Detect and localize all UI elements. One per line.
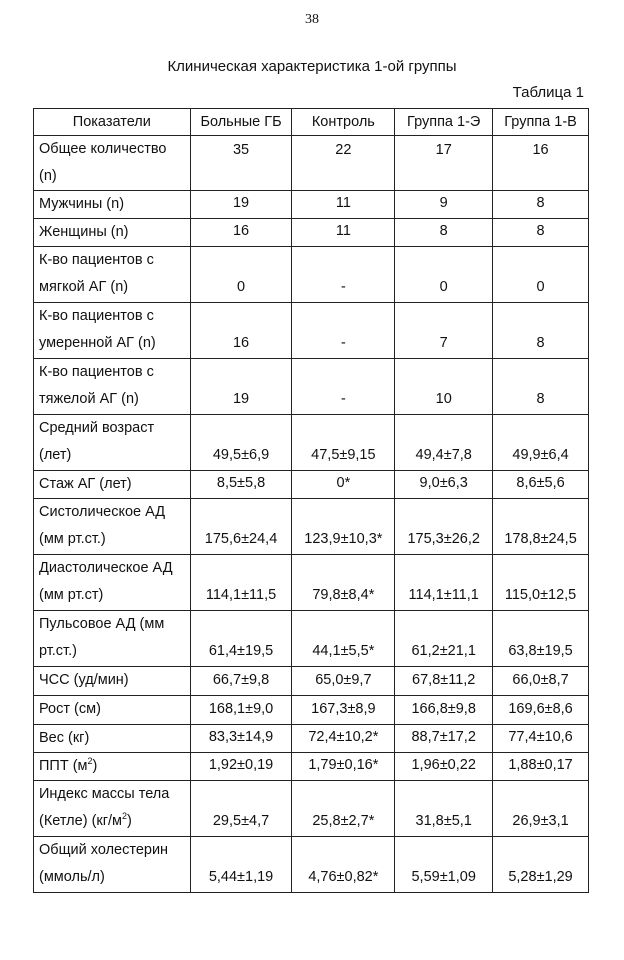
table-row [34,499,589,555]
table-row [34,667,589,696]
table-row [34,555,589,611]
value-cell: - [292,247,395,303]
document-title: Клиническая характеристика 1-ой группы [167,58,457,75]
table-row [34,781,589,837]
table-row [34,247,589,303]
value-cell: 166,8±9,8 [395,696,493,725]
value-cell: 49,4±7,8 [395,415,493,471]
table-label: Таблица 1 [512,84,584,101]
value-cell: 10 [395,359,493,415]
value-cell: 8,6±5,6 [493,471,589,499]
row-label: Рост (см) [34,696,191,725]
row-label: Мужчины (n) [34,191,191,219]
value-cell: 0 [190,247,292,303]
value-cell: 22 [292,136,395,191]
value-cell: 9 [395,191,493,219]
value-cell: 1,92±0,19 [190,753,292,781]
table-row [34,611,589,667]
table-row [34,725,589,753]
row-label: Общее количество (n) [34,136,191,191]
value-cell: 178,8±24,5 [493,499,589,555]
row-label: К-во пациентов с тяжелой АГ (n) [34,359,191,415]
value-cell: 49,9±6,4 [493,415,589,471]
value-cell: 0* [292,471,395,499]
value-cell: 115,0±12,5 [493,555,589,611]
table-row [34,753,589,781]
value-cell: 175,3±26,2 [395,499,493,555]
table-row [34,191,589,219]
row-label: Общий холестерин (ммоль/л) [34,837,191,893]
header-cell: Больные ГБ [190,109,292,136]
value-cell: 49,5±6,9 [190,415,292,471]
value-cell: 167,3±8,9 [292,696,395,725]
value-cell: - [292,359,395,415]
value-cell: 175,6±24,4 [190,499,292,555]
page-number: 38 [305,12,319,27]
value-cell: 29,5±4,7 [190,781,292,837]
value-cell: - [292,303,395,359]
row-label: К-во пациентов с умеренной АГ (n) [34,303,191,359]
table-row [34,303,589,359]
table-row [34,136,589,191]
row-label: Женщины (n) [34,219,191,247]
value-cell: 1,96±0,22 [395,753,493,781]
value-cell: 47,5±9,15 [292,415,395,471]
table-row [34,359,589,415]
value-cell: 1,79±0,16* [292,753,395,781]
value-cell: 8 [493,303,589,359]
header-cell: Показатели [34,109,191,136]
table-row [34,696,589,725]
value-cell: 63,8±19,5 [493,611,589,667]
value-cell: 5,44±1,19 [190,837,292,893]
row-label: Пульсовое АД (мм рт.ст.) [34,611,191,667]
value-cell: 8,5±5,8 [190,471,292,499]
value-cell: 65,0±9,7 [292,667,395,696]
row-label: Систолическое АД (мм рт.ст.) [34,499,191,555]
value-cell: 35 [190,136,292,191]
value-cell: 0 [493,247,589,303]
value-cell: 5,28±1,29 [493,837,589,893]
value-cell: 8 [493,191,589,219]
value-cell: 79,8±8,4* [292,555,395,611]
table-row [34,837,589,893]
value-cell: 168,1±9,0 [190,696,292,725]
value-cell: 77,4±10,6 [493,725,589,753]
value-cell: 8 [493,359,589,415]
value-cell: 1,88±0,17 [493,753,589,781]
row-label: Вес (кг) [34,725,191,753]
value-cell: 9,0±6,3 [395,471,493,499]
value-cell: 11 [292,191,395,219]
value-cell: 61,2±21,1 [395,611,493,667]
value-cell: 17 [395,136,493,191]
value-cell: 8 [493,219,589,247]
row-label: Индекс массы тела (Кетле) $(кг/м^2)$ [34,781,191,837]
table-row [34,415,589,471]
clinical-table [33,108,589,893]
value-cell: 83,3±14,9 [190,725,292,753]
value-cell: 114,1±11,1 [395,555,493,611]
header-row [34,109,589,136]
value-cell: 26,9±3,1 [493,781,589,837]
value-cell: 4,76±0,82* [292,837,395,893]
value-cell: 67,8±11,2 [395,667,493,696]
value-cell: 19 [190,191,292,219]
value-cell: 19 [190,359,292,415]
value-cell: 0 [395,247,493,303]
value-cell: 7 [395,303,493,359]
header-cell: Группа 1-Э [395,109,493,136]
value-cell: 16 [190,219,292,247]
value-cell: 5,59±1,09 [395,837,493,893]
row-label: Стаж АГ (лет) [34,471,191,499]
value-cell: 16 [493,136,589,191]
value-cell: 114,1±11,5 [190,555,292,611]
header-cell: Контроль [292,109,395,136]
row-label: ППТ $(м^2)$ [34,753,191,781]
value-cell: 72,4±10,2* [292,725,395,753]
row-label: Средний возраст (лет) [34,415,191,471]
value-cell: 25,8±2,7* [292,781,395,837]
value-cell: 88,7±17,2 [395,725,493,753]
value-cell: 66,0±8,7 [493,667,589,696]
value-cell: 16 [190,303,292,359]
value-cell: 44,1±5,5* [292,611,395,667]
value-cell: 66,7±9,8 [190,667,292,696]
value-cell: 8 [395,219,493,247]
value-cell: 123,9±10,3* [292,499,395,555]
value-cell: 11 [292,219,395,247]
header-cell: Группа 1-В [493,109,589,136]
row-label: ЧСС (уд/мин) [34,667,191,696]
value-cell: 169,6±8,6 [493,696,589,725]
row-label: К-во пациентов с мягкой АГ (n) [34,247,191,303]
row-label: Диастолическое АД (мм рт.ст) [34,555,191,611]
table-row [34,471,589,499]
value-cell: 31,8±5,1 [395,781,493,837]
table-row [34,219,589,247]
value-cell: 61,4±19,5 [190,611,292,667]
